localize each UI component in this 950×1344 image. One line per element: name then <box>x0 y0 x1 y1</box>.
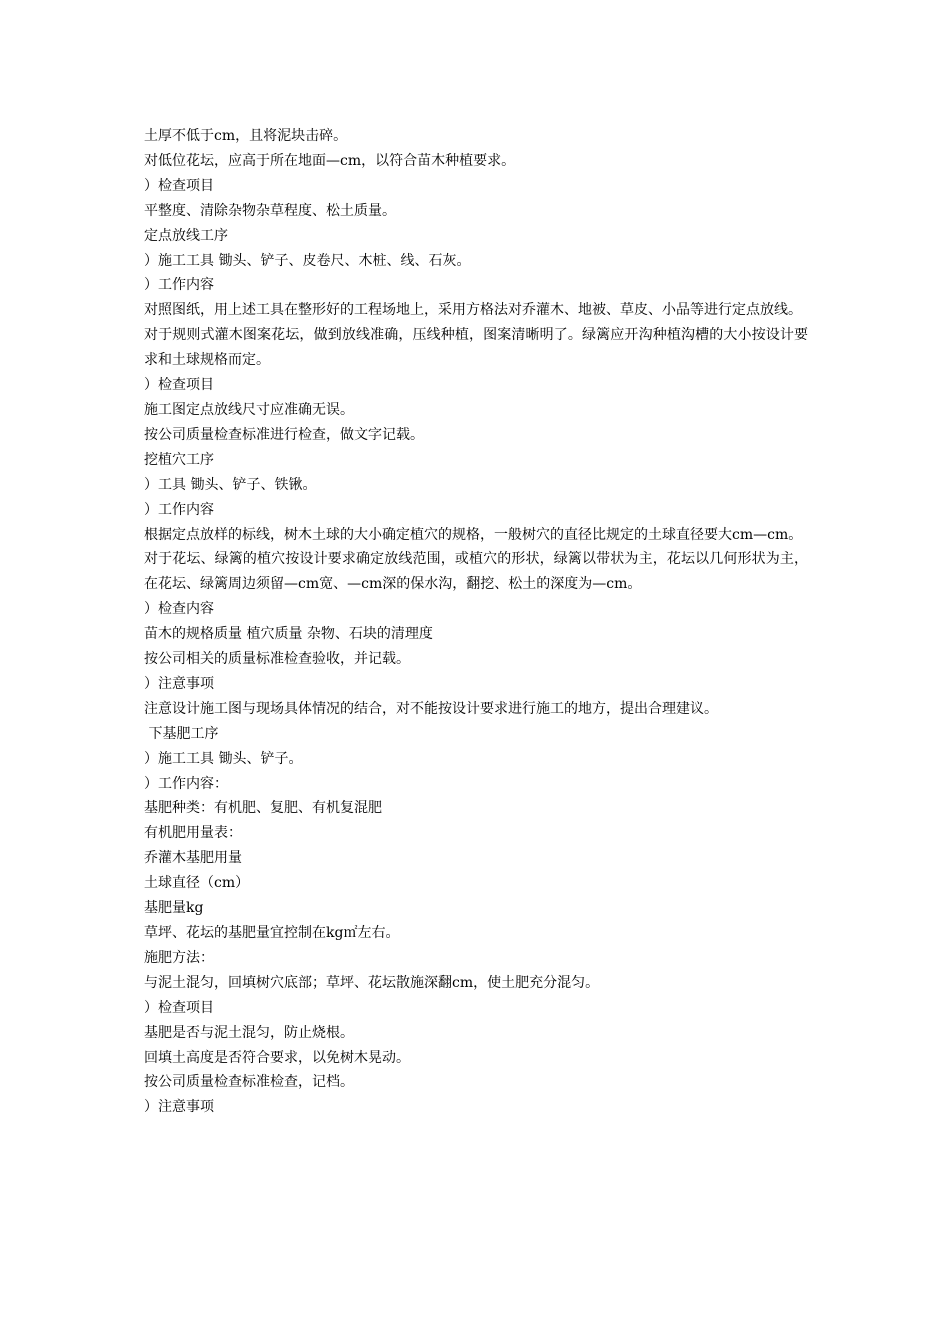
section-heading: ）施工工具 锄头、铲子。 <box>144 750 303 767</box>
section-heading: 定点放线工序 <box>144 227 228 244</box>
section-heading: ）检查内容 <box>144 601 214 618</box>
text-line: 土球直径（cm） <box>144 875 250 892</box>
text-line: 按公司相关的质量标准检查验收，并记载。 <box>144 651 410 668</box>
paragraph: 对于花坛、绿篱的植穴按设计要求确定放线范围，或植穴的形状，绿篱以带状为主，花坛以几何形状为主，在花坛、绿篱周边须留—cm宽、—cm深的保水沟，翻挖、松土的深度为—cm。 <box>144 551 808 593</box>
section-heading: ）检查项目 <box>144 177 214 194</box>
text-line: 草坪、花坛的基肥量宜控制在kg㎡左右。 <box>144 925 400 941</box>
paragraph: 对于规则式灌木图案花坛，做到放线准确，压线种植，图案清晰明了。绿篱应开沟种植沟槽的大小按设计要求和土球规格而定。 <box>144 327 808 369</box>
section-heading: ）施工工具 锄头、铲子、皮卷尺、木桩、线、石灰。 <box>144 252 471 269</box>
section-heading: ）检查项目 <box>144 377 214 394</box>
paragraph: 对照图纸，用上述工具在整形好的工程场地上，采用方格法对乔灌木、地被、草皮、小品等进行定点放线。 <box>144 302 802 319</box>
text-line: 土厚不低于cm，且将泥块击碎。 <box>144 128 348 144</box>
text-line: 与泥土混匀，回填树穴底部；草坪、花坛散施深翻cm，使土肥充分混匀。 <box>144 974 600 991</box>
text-line: 基肥是否与泥土混匀，防止烧根。 <box>144 1024 354 1041</box>
document-body <box>144 124 808 1120</box>
text-line: 有机肥用量表： <box>144 825 242 842</box>
section-heading: ）工作内容 <box>144 501 214 518</box>
section-heading: ）注意事项 <box>144 1099 214 1116</box>
section-heading: ）工具 锄头、铲子、铁锹。 <box>144 476 317 493</box>
text-line: 基肥量kg <box>144 900 204 917</box>
section-heading: 下基肥工序 <box>144 725 219 742</box>
section-heading: 挖植穴工序 <box>144 451 214 468</box>
text-line: 平整度、清除杂物杂草程度、松土质量。 <box>144 202 396 219</box>
text-line: 施工图定点放线尺寸应准确无误。 <box>144 401 354 418</box>
paragraph: 注意设计施工图与现场具体情况的结合，对不能按设计要求进行施工的地方，提出合理建议。 <box>144 700 718 717</box>
text-line: 按公司质量检查标准检查，记档。 <box>144 1074 354 1091</box>
text-line: 乔灌木基肥用量 <box>144 850 242 867</box>
text-line: 施肥方法： <box>144 949 214 966</box>
text-line: 基肥种类：有机肥、复肥、有机复混肥 <box>144 800 382 817</box>
paragraph: 根据定点放样的标线，树木土球的大小确定植穴的规格，一般树穴的直径比规定的土球直径要大cm—cm。 <box>144 526 803 543</box>
section-heading: ）工作内容 <box>144 277 214 294</box>
section-heading: ）注意事项 <box>144 675 214 692</box>
text-line: 回填土高度是否符合要求，以免树木晃动。 <box>144 1049 410 1066</box>
text-line: 按公司质量检查标准进行检查，做文字记载。 <box>144 426 424 443</box>
text-line: 苗木的规格质量 植穴质量 杂物、石块的清理度 <box>144 626 433 643</box>
text-line: 对低位花坛，应高于所在地面—cm，以符合苗木种植要求。 <box>144 152 516 169</box>
section-heading: ）检查项目 <box>144 999 214 1016</box>
section-heading: ）工作内容： <box>144 775 228 792</box>
